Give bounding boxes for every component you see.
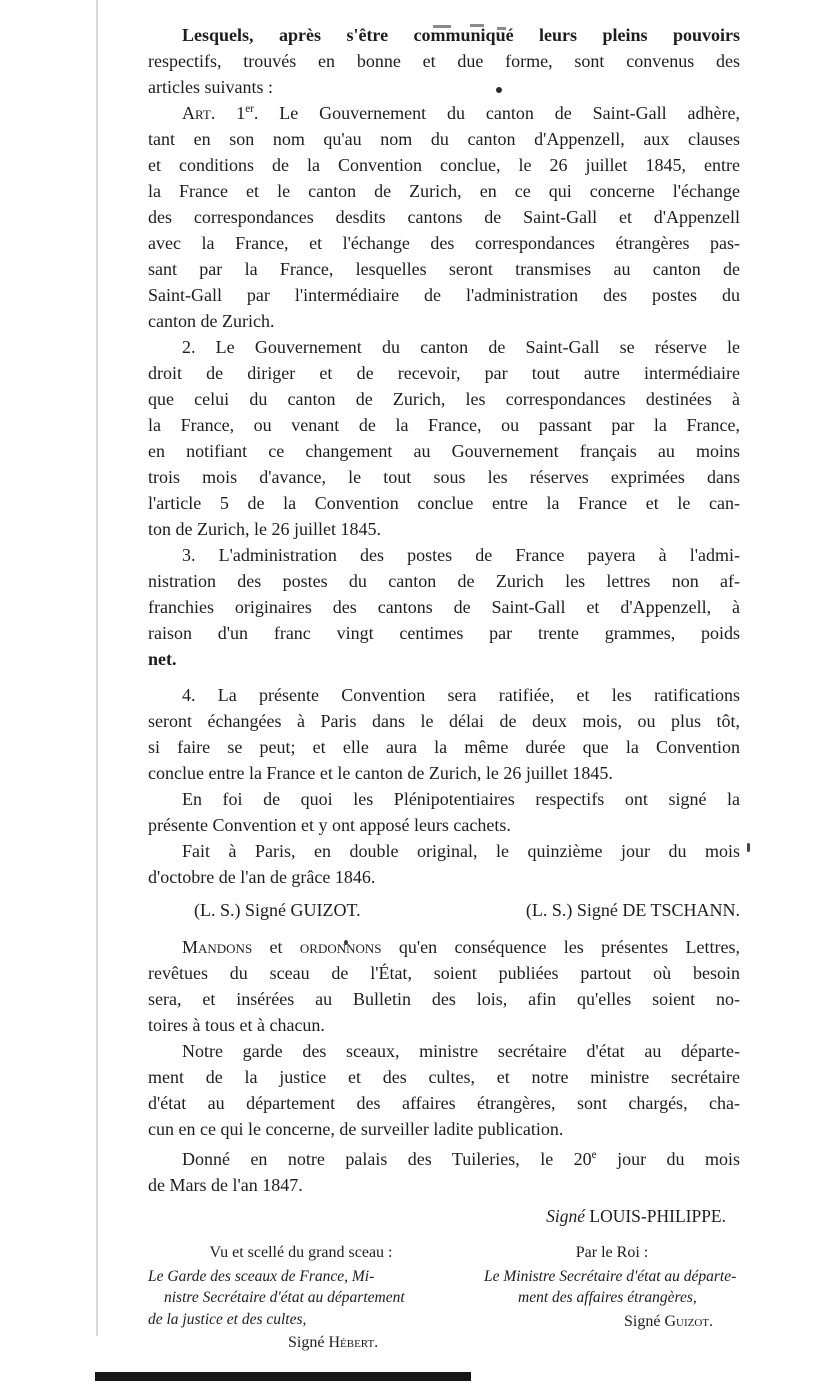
mandons-paragraph: Mandons et ordonnons qu'en conséquence les présentes Lettres, revêtues du sceau de l'État, soient publiées partout où besoin sera, et insérées au Bulletin des lois, afin qu'elles soient no- toires à tous et à chacun. [148, 937, 740, 1035]
article-1-paragraph: Art. 1er. Le Gouvernement du canton de Saint-Gall adhère, tant en son nom qu'au nom du canton d'Appenzell, aux clauses et conditions de la Convention conclue, le 26 juillet 1845, entre la France et le canton de Zurich, en ce qui concerne l'échange des correspondances desdits cantons de Saint-Gall et d'Appenzell avec la France, et l'échange des correspondances étrangères pas- sant par la France, lesquelles seront transmises au canton de Saint-Gall par l'intermédiaire de l'administration des postes du canton de Zurich. [148, 103, 740, 331]
plenipotentiary-signatures-row [148, 897, 740, 923]
signature-guizot-bottom: Signé Guizot. [624, 1312, 713, 1330]
scan-edge-artifact-bar [95, 1372, 471, 1381]
king-column-title: Par le Roi : [575, 1244, 649, 1261]
scan-edge-vertical-line [96, 0, 98, 1336]
closing-signature-columns [148, 1242, 740, 1354]
article-2-paragraph: 2. Le Gouvernement du canton de Saint-Gall se réserve le droit de diriger et de recevoir, par tout autre intermédiaire que celui du canton de Zurich, les correspondances destinées à la France, ou venant de la France, ou passant par la France, en notifiant ce changement au Gouvernement français au moins trois mois d'avance, le tout sous les réserves exprimées dans l'article 5 de la Convention conclue entre la France et le can- ton de Zurich, le 26 juillet 1845. [148, 337, 740, 539]
king-column-body: Le Ministre Secrétaire d'état au départe- ment des affaires étrangères, [484, 1267, 737, 1306]
signature-guizot: (L. S.) Signé GUIZOT. [194, 900, 361, 920]
king-column [454, 1242, 740, 1354]
seal-column [148, 1242, 454, 1354]
fait-a-paris-paragraph: Fait à Paris, en double original, le quinzième jour du mois d'octobre de l'an de grâce 1846. [148, 841, 740, 887]
signature-hebert: Signé Hébert. [288, 1334, 379, 1351]
donne-paragraph: Donné en notre palais des Tuileries, le 20e jour du mois de Mars de l'an 1847. [148, 1149, 740, 1195]
en-foi-paragraph: En foi de quoi les Plénipotentiaires respectifs ont signé la présente Convention et y ont apposé leurs cachets. [148, 789, 740, 835]
scan-ink-comma-artifact [747, 843, 750, 852]
royal-signature: Signé LOUIS-PHILIPPE. [546, 1206, 726, 1226]
signature-de-tschann: (L. S.) Signé DE TSCHANN. [525, 900, 740, 920]
seal-column-title: Vu et scellé du grand sceau : [209, 1244, 393, 1261]
garde-des-sceaux-paragraph: Notre garde des sceaux, ministre secrétaire d'état au départe- ment de la justice et des cultes, et notre ministre secrétaire d'état au département des affaires étrangères, sont chargés, cha- cun en ce qui le concerne, de surveiller ladite publication. [148, 1041, 740, 1139]
article-4-paragraph: 4. La présente Convention sera ratifiée, et les ratifications seront échangées à Paris dans le délai de deux mois, ou plus tôt, si faire se peut; et elle aura la même durée que la Convention conclue entre la France et le canton de Zurich, le 26 juillet 1845. [148, 685, 740, 783]
document-page [148, 22, 740, 1354]
intro-paragraph: Lesquels, après s'être communiqué leurs pleins pouvoirs respectifs, trouvés en bonne et due forme, sont convenus des articles suivants : [148, 25, 740, 97]
seal-column-body: Le Garde des sceaux de France, Mi- nistre Secrétaire d'état au département de la justice et des cultes, [148, 1267, 405, 1328]
article-3-paragraph: 3. L'administration des postes de France payera à l'admi- nistration des postes du canton de Zurich les lettres non af- franchies originaires des cantons de Saint-Gall et d'Appenzell, à raison d'un franc vingt centimes par trente grammes, poids net. [148, 545, 740, 669]
